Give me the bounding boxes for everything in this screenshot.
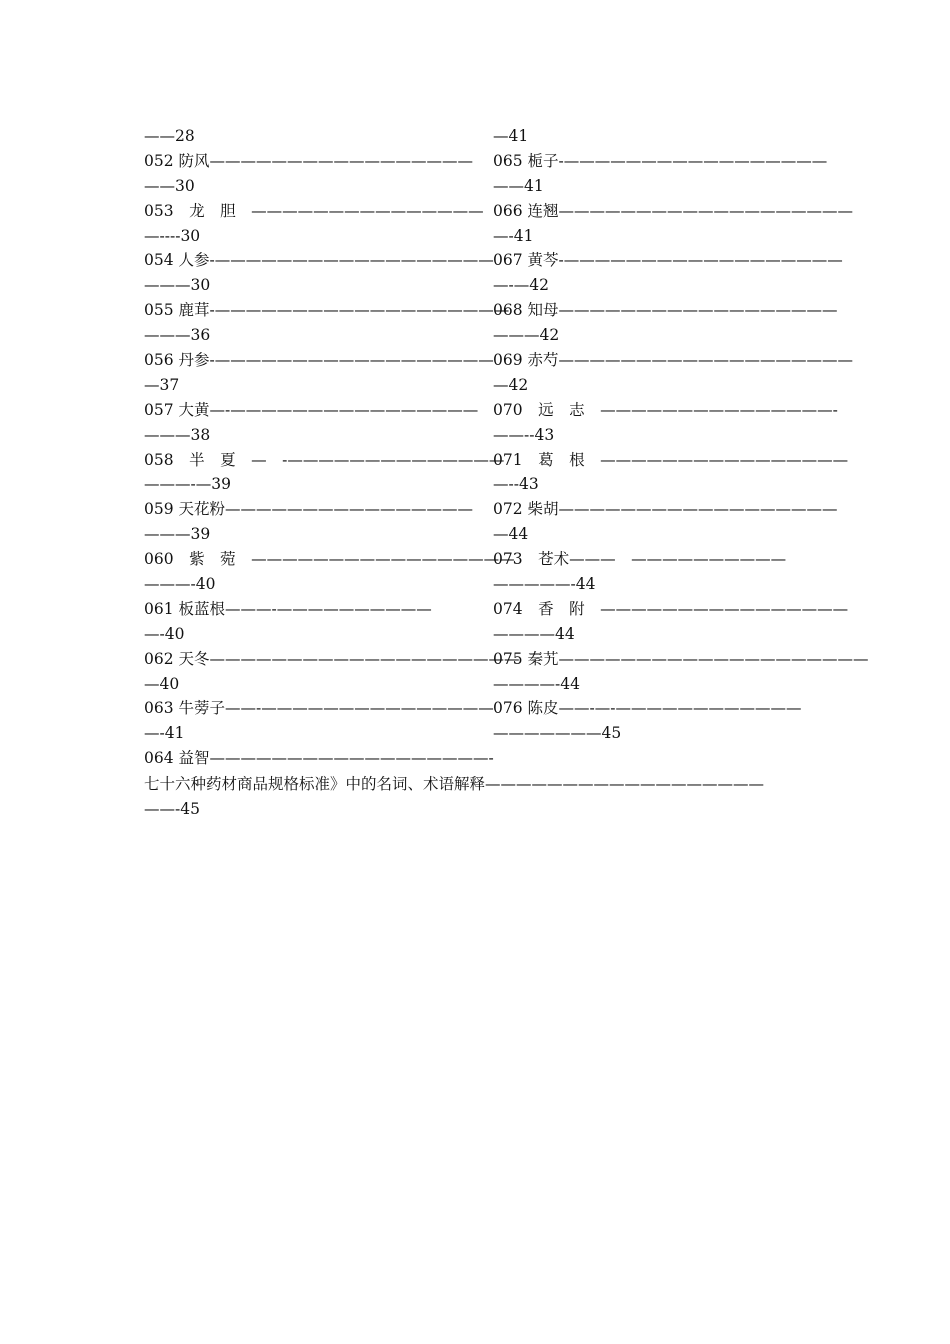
toc-line: —-40 [144,624,185,643]
toc-line: 066 连翘——————————————————— [493,201,854,220]
toc-line: —41 [493,127,529,145]
toc-line: 059 天花粉———————————————— [144,500,474,519]
toc-line: ——30 [144,176,195,195]
toc-footer-line: ——-45 [144,799,200,818]
toc-line: —44 [493,525,529,544]
toc-line: 053 龙 胆 ——————————————— [144,201,484,220]
toc-line: 071 葛 根 ———————————————— [493,450,849,469]
toc-line: 065 栀子-————————————————— [493,151,828,170]
toc-line: 064 益智——————————————————- [144,749,494,768]
toc-line: —-41 [493,226,534,245]
toc-line: ———————45 [493,724,622,743]
toc-line: 073 苍术——— —————————— [493,550,787,569]
toc-line: —————-44 [493,575,596,594]
toc-line: 052 防风————————————————— [144,151,474,170]
toc-line: ———38 [144,425,211,444]
toc-line: ———-40 [144,575,216,594]
toc-line: —--43 [493,475,539,494]
toc-line: 070 远 志 ———————————————- [493,400,838,419]
toc-line: ———30 [144,276,211,295]
toc-footer-line: 七十六种药材商品规格标准》中的名词、术语解释—————————————————— [144,775,765,793]
toc-footer [144,772,814,822]
toc-line: ———39 [144,525,211,544]
toc-line: 056 丹参-—————————————————— [144,351,494,370]
toc-line: —42 [493,375,529,394]
toc-line: ————44 [493,624,575,643]
toc-line: 076 陈皮——-—-———————————— [493,699,802,718]
toc-line: ———42 [493,326,560,345]
toc-line: 055 鹿茸-——————————————————— [144,301,510,320]
toc-line: —40 [144,674,180,693]
toc-line: 063 牛蒡子——-——————————————— [144,699,494,718]
toc-line: 072 柴胡—————————————————— [493,500,838,519]
toc-line: 060 紫 菀 ————————————————— [144,550,515,569]
toc-line: —-—42 [493,276,549,295]
toc-line: —37 [144,375,180,394]
toc-line: —----30 [144,226,201,245]
toc-line: ——41 [493,176,544,195]
toc-line: ———36 [144,326,211,345]
toc-line: 062 天冬———————————————————— [144,649,520,668]
toc-line: ———-—39 [144,475,231,494]
toc-line: —-41 [144,724,185,743]
toc-line: 074 香 附 ———————————————— [493,599,849,618]
toc-line: 075 秦艽———————————————————— [493,649,869,668]
toc-line: 054 人参-—————————————————— [144,251,494,270]
toc-line: ————-44 [493,674,580,693]
toc-line: 069 赤芍——————————————————— [493,351,854,370]
toc-line: 058 半 夏 — -—————————————— [144,450,505,469]
toc-line: ——28 [144,127,195,145]
toc-line: 067 黄芩-—————————————————— [493,251,843,270]
toc-right-column [493,124,869,746]
toc-line: 057 大黄—-———————————————— [144,400,479,419]
toc-line: 068 知母—————————————————— [493,301,838,320]
toc-line: 061 板蓝根———-—————————— [144,599,432,618]
toc-line: ——--43 [493,425,555,444]
